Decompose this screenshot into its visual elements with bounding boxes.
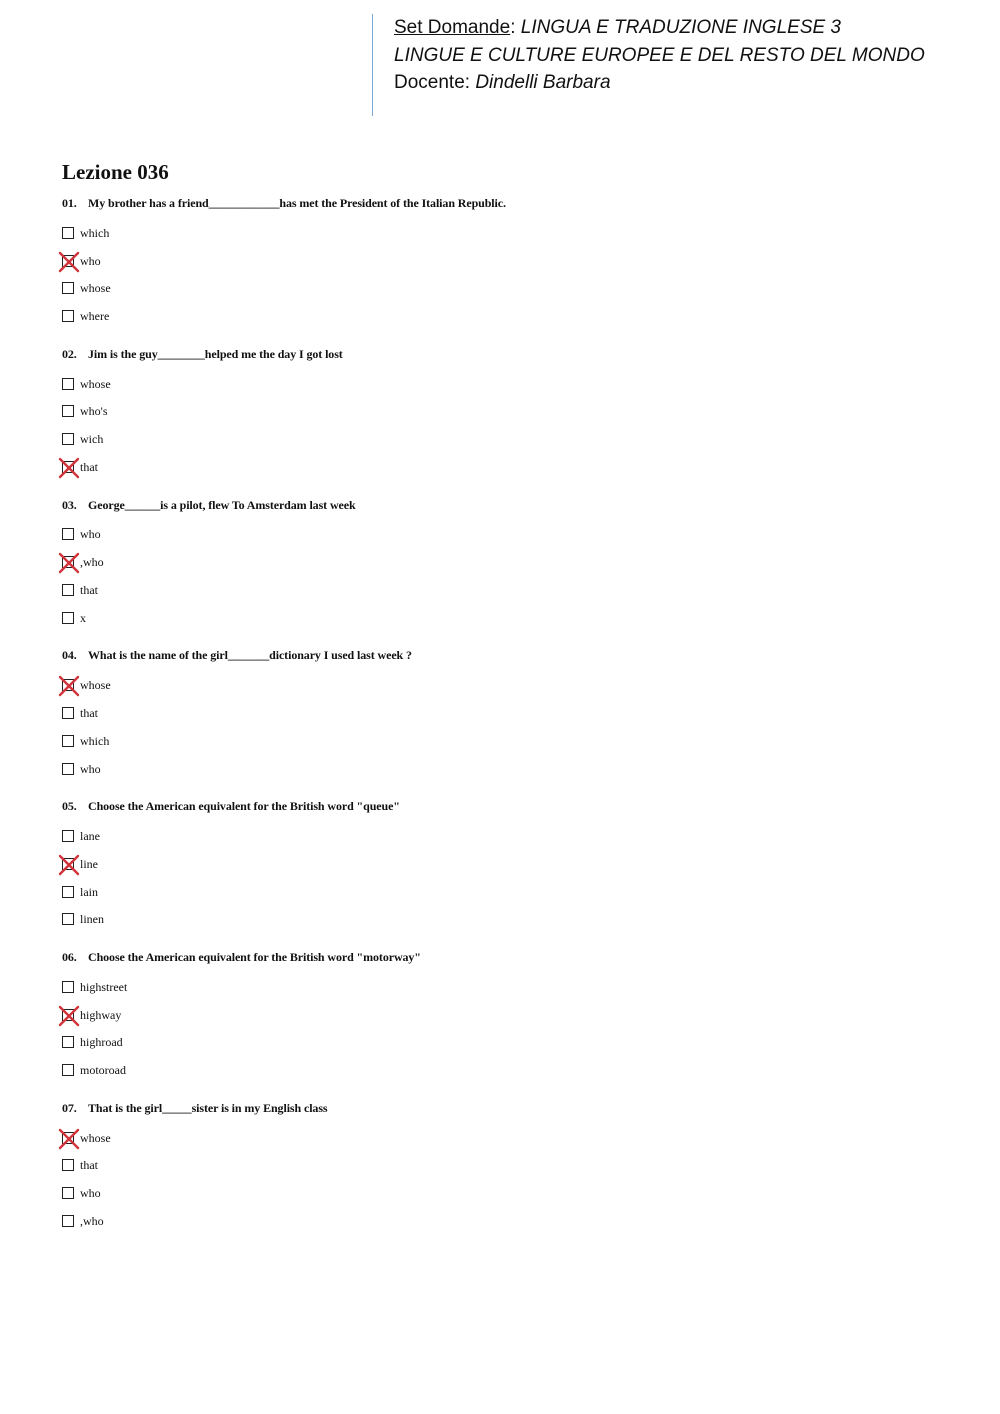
option-label: which xyxy=(80,733,110,748)
question-number: 01. xyxy=(62,196,77,210)
answer-option[interactable] xyxy=(62,1029,942,1057)
question-prompt: George______is a pilot, flew To Amsterdam last week xyxy=(88,497,356,512)
answer-options xyxy=(62,816,942,933)
checkbox[interactable] xyxy=(62,1064,74,1076)
checked-checkbox[interactable] xyxy=(62,461,74,473)
question-2 xyxy=(62,345,942,496)
checkbox[interactable] xyxy=(62,310,74,322)
check-x-icon xyxy=(58,457,80,479)
question-number: 07. xyxy=(62,1100,77,1115)
option-label: whose xyxy=(80,281,111,296)
check-x-icon xyxy=(58,1128,80,1150)
question-text xyxy=(62,646,942,665)
question-text xyxy=(62,948,942,967)
option-label: lain xyxy=(80,884,98,899)
checkbox[interactable] xyxy=(62,707,74,719)
question-prompt: Jim is the guy________helped me the day I got lost xyxy=(88,346,343,361)
question-number: 02. xyxy=(62,346,77,361)
option-label: whose xyxy=(80,678,111,693)
checkbox[interactable] xyxy=(62,886,74,898)
header-teacher-line xyxy=(394,69,972,97)
check-x-icon xyxy=(58,854,80,876)
question-text xyxy=(62,345,942,364)
checkbox[interactable] xyxy=(62,913,74,925)
header-set-line: Set Domande: LINGUA E TRADUZIONE INGLESE 3 xyxy=(394,17,842,38)
question-prompt: What is the name of the girl_______dictionary I used last week ? xyxy=(88,648,412,663)
teacher-name: Dindelli Barbara xyxy=(475,72,611,93)
checkbox[interactable] xyxy=(62,282,74,294)
option-label: that xyxy=(80,1158,98,1173)
answer-options xyxy=(62,1118,942,1235)
option-label: that xyxy=(80,460,98,475)
course-name: LINGUA E TRADUZIONE INGLESE 3 xyxy=(520,17,842,38)
checkbox[interactable] xyxy=(62,1159,74,1171)
question-4 xyxy=(62,646,942,797)
option-label: ,who xyxy=(80,555,104,570)
answer-options xyxy=(62,364,942,481)
question-6 xyxy=(62,948,942,1099)
check-x-icon xyxy=(58,1005,80,1027)
teacher-label: Docente: xyxy=(394,72,471,93)
checkbox[interactable] xyxy=(62,735,74,747)
checkbox[interactable] xyxy=(62,378,74,390)
question-prompt: That is the girl_____sister is in my English class xyxy=(88,1100,328,1115)
answer-option[interactable] xyxy=(62,699,942,727)
option-label: who xyxy=(80,1186,101,1201)
option-label: who xyxy=(80,527,101,542)
answer-option[interactable] xyxy=(62,906,942,934)
question-number: 06. xyxy=(62,949,77,964)
option-label: highroad xyxy=(80,1035,123,1050)
checked-checkbox[interactable] xyxy=(62,1132,74,1144)
answer-option[interactable] xyxy=(62,521,942,549)
answer-option[interactable] xyxy=(62,398,942,426)
option-label: line xyxy=(80,856,98,871)
option-label: who xyxy=(80,761,101,776)
question-list xyxy=(62,194,942,1250)
option-label: that xyxy=(80,706,98,721)
checked-checkbox[interactable] xyxy=(62,255,74,267)
answer-option[interactable] xyxy=(62,822,942,850)
option-label: motoroad xyxy=(80,1063,126,1078)
lesson-title: Lezione 036 xyxy=(62,160,169,184)
checkbox[interactable] xyxy=(62,584,74,596)
option-label: lane xyxy=(80,829,100,844)
answer-option[interactable] xyxy=(62,548,942,576)
question-number: 05. xyxy=(62,799,77,814)
answer-options xyxy=(62,213,942,330)
answer-options xyxy=(62,665,942,782)
option-label: who's xyxy=(80,404,108,419)
question-1 xyxy=(62,194,942,345)
answer-option[interactable] xyxy=(62,755,942,783)
checkbox[interactable] xyxy=(62,981,74,993)
checkbox[interactable] xyxy=(62,763,74,775)
option-label: who xyxy=(80,253,101,268)
checked-checkbox[interactable] xyxy=(62,556,74,568)
answer-option[interactable] xyxy=(62,1152,942,1180)
question-prompt: Choose the American equivalent for the British word "motorway" xyxy=(88,949,421,964)
checked-checkbox[interactable] xyxy=(62,1009,74,1021)
question-text xyxy=(62,194,942,213)
answer-option[interactable] xyxy=(62,576,942,604)
question-text xyxy=(62,496,942,515)
option-label: highstreet xyxy=(80,979,128,994)
document-header xyxy=(372,14,972,116)
answer-option[interactable] xyxy=(62,1056,942,1084)
degree-name: LINGUE E CULTURE EUROPEE E DEL RESTO DEL MONDO xyxy=(394,44,925,66)
answer-option[interactable] xyxy=(62,425,942,453)
answer-option[interactable] xyxy=(62,1207,942,1235)
answer-option[interactable] xyxy=(62,671,942,699)
answer-option[interactable] xyxy=(62,1001,942,1029)
option-label: x xyxy=(80,610,86,625)
checked-checkbox[interactable] xyxy=(62,858,74,870)
checkbox[interactable] xyxy=(62,830,74,842)
option-label: which xyxy=(80,225,110,240)
option-label: whose xyxy=(80,376,111,391)
checkbox[interactable] xyxy=(62,612,74,624)
question-text xyxy=(62,1099,942,1118)
checkbox[interactable] xyxy=(62,1036,74,1048)
question-5 xyxy=(62,797,942,948)
answer-option[interactable] xyxy=(62,1179,942,1207)
option-label: highway xyxy=(80,1007,122,1022)
checkbox[interactable] xyxy=(62,433,74,445)
option-label: that xyxy=(80,583,98,598)
check-x-icon xyxy=(58,552,80,574)
answer-option[interactable] xyxy=(62,1124,942,1152)
question-number: 03. xyxy=(62,497,77,512)
question-7 xyxy=(62,1099,942,1250)
answer-option[interactable] xyxy=(62,247,942,275)
check-x-icon xyxy=(58,675,80,697)
answer-options xyxy=(62,967,942,1084)
answer-option[interactable] xyxy=(62,370,942,398)
option-label: ,who xyxy=(80,1214,104,1229)
checked-checkbox[interactable] xyxy=(62,679,74,691)
answer-option[interactable] xyxy=(62,302,942,330)
answer-option[interactable] xyxy=(62,275,942,303)
option-label: wich xyxy=(80,432,104,447)
checkbox[interactable] xyxy=(62,405,74,417)
check-x-icon xyxy=(58,251,80,273)
option-label: whose xyxy=(80,1130,111,1145)
question-text xyxy=(62,797,942,816)
answer-options xyxy=(62,515,942,632)
checkbox[interactable] xyxy=(62,1215,74,1227)
checkbox[interactable] xyxy=(62,227,74,239)
question-prompt: My brother has a friend____________has met the President of the Italian Republic. xyxy=(88,196,506,210)
answer-option[interactable] xyxy=(62,727,942,755)
answer-option[interactable] xyxy=(62,878,942,906)
answer-option[interactable] xyxy=(62,973,942,1001)
option-label: linen xyxy=(80,912,104,927)
question-3 xyxy=(62,496,942,647)
answer-option[interactable] xyxy=(62,219,942,247)
checkbox[interactable] xyxy=(62,1187,74,1199)
option-label: where xyxy=(80,309,110,324)
answer-option[interactable] xyxy=(62,453,942,481)
checkbox[interactable] xyxy=(62,528,74,540)
question-number: 04. xyxy=(62,648,77,663)
set-label: Set Domande xyxy=(394,17,511,38)
answer-option[interactable] xyxy=(62,604,942,632)
question-prompt: Choose the American equivalent for the British word "queue" xyxy=(88,799,400,814)
answer-option[interactable] xyxy=(62,850,942,878)
